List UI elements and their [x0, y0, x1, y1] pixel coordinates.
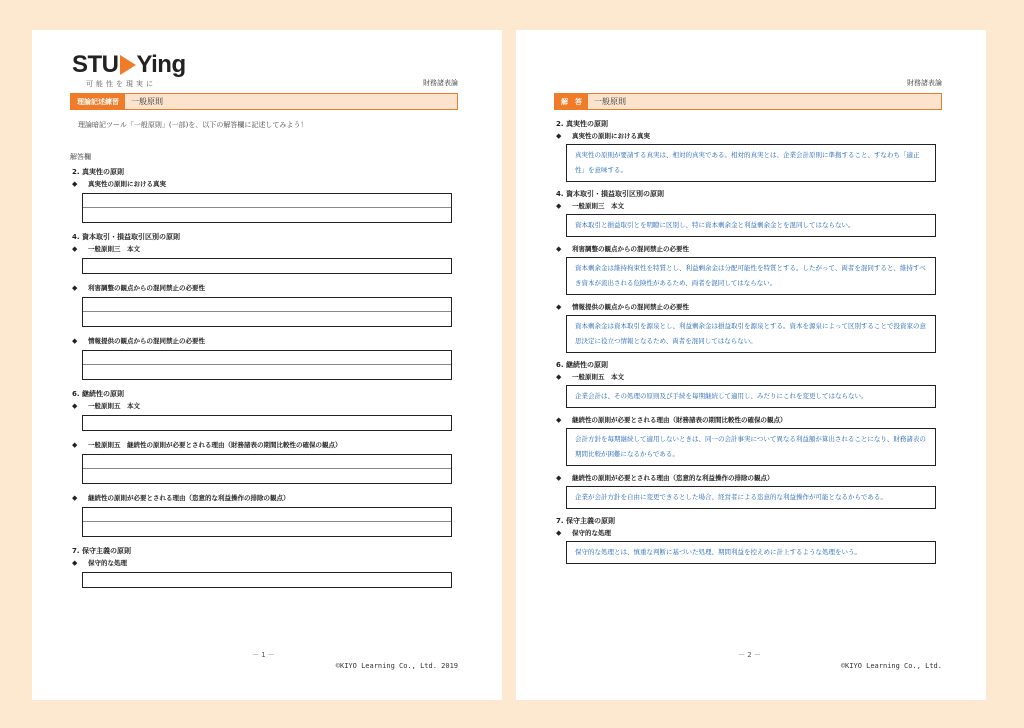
subject-label: 財務諸表論 [423, 79, 458, 87]
answer-box: 会計方針を毎期継続して適用しないときは、同一の会計事実について異なる利益額が算出されることになり、財務諸表の期間比較が困難になるからである。 [566, 428, 936, 466]
sub-heading: ◆ 利害調整の観点からの混同禁止の必要性 [72, 282, 452, 294]
page-title: 一般原則 [594, 97, 626, 106]
section-heading: 6. 継続性の原則 [556, 361, 608, 369]
answer-field[interactable] [82, 350, 452, 380]
answer-field[interactable] [82, 507, 452, 537]
page-title: 一般原則 [131, 97, 163, 106]
sub-heading: ◆ 保守的な処理 [72, 557, 452, 569]
section-heading: 4. 資本取引・損益取引区別の原則 [72, 233, 180, 241]
section-heading: 6. 継続性の原則 [72, 390, 124, 398]
answer-line[interactable] [83, 416, 451, 430]
answer-field[interactable] [82, 572, 452, 588]
section-heading: 7. 保守主義の原則 [556, 517, 615, 525]
answer-field[interactable] [82, 415, 452, 431]
worksheet-page-1 [32, 30, 502, 700]
answer-field[interactable] [82, 297, 452, 327]
sub-heading: ◆ 一般原則三 本文 [556, 200, 936, 212]
answer-line[interactable] [83, 469, 451, 483]
answer-line[interactable] [83, 508, 451, 522]
answer-box: 資本剰余金は維持拘束性を特質とし、利益剰余金は分配可能性を特質とする。したがって、両者を混同すると、維持すべき資本が流出される危険性があるため、両者を混同してはならない。 [566, 257, 936, 295]
section-heading: 4. 資本取引・損益取引区別の原則 [556, 190, 664, 198]
sub-heading: ◆ 一般原則五 本文 [556, 371, 936, 383]
answer-line[interactable] [83, 455, 451, 469]
answer-box: 真実性の原則が要請する真実は、相対的真実である。相対的真実とは、企業会計原則に準拠すること、すなわち「適正性」を意味する。 [566, 144, 936, 182]
logo-tagline: 可能性を現実に [86, 80, 156, 88]
sub-heading: ◆ 継続性の原則が必要とされる理由（恣意的な利益操作の排除の観点） [556, 472, 936, 484]
sub-heading: ◆ 一般原則五 継続性の原則が必要とされる理由（財務諸表の期間比較性の確保の観点） [72, 439, 452, 451]
answer-field[interactable] [82, 193, 452, 223]
answer-box: 企業が会計方針を自由に変更できるとした場合、経営者による恣意的な利益操作が可能となるからである。 [566, 486, 936, 509]
answer-line[interactable] [83, 573, 451, 587]
answer-line[interactable] [83, 208, 451, 222]
copyright: ©KIYO Learning Co., Ltd. 2019 [335, 662, 458, 670]
copyright: ©KIYO Learning Co., Ltd. [840, 662, 942, 670]
header-badge: 解 答 [555, 94, 588, 109]
answer-line[interactable] [83, 522, 451, 536]
answer-box: 資本剰余金は資本取引を源泉とし、利益剰余金は損益取引を源泉とする。資本を源泉によって区別することで投資家の意思決定に役立つ情報となるため、両者を混同してはならない。 [566, 315, 936, 353]
section-heading: 2. 真実性の原則 [556, 120, 608, 128]
sub-heading: ◆ 継続性の原則が必要とされる理由（財務諸表の期間比較性の確保の観点） [556, 414, 936, 426]
answer-heading: 解答欄 [70, 153, 91, 161]
sub-heading: ◆ 真実性の原則における真実 [556, 130, 936, 142]
sub-heading: ◆ 継続性の原則が必要とされる理由（恣意的な利益操作の排除の観点） [72, 492, 452, 504]
sub-heading: ◆ 一般原則三 本文 [72, 243, 452, 255]
answer-key [556, 118, 936, 570]
page-number: － 1 － [252, 651, 275, 659]
answer-box: 保守的な処理とは、慎重な判断に基づいた処理、期間利益を控えめに計上するような処理をいう。 [566, 541, 936, 564]
worksheet-page-2 [516, 30, 986, 700]
answer-line[interactable] [83, 194, 451, 208]
answer-line[interactable] [83, 365, 451, 379]
sub-heading: ◆ 保守的な処理 [556, 527, 936, 539]
logo-text-post: Ying [136, 51, 186, 78]
answer-line[interactable] [83, 298, 451, 312]
answer-sheet [72, 166, 452, 596]
sub-heading: ◆ 利害調整の観点からの混同禁止の必要性 [556, 243, 936, 255]
header-badge: 理論記述練習 [71, 94, 125, 109]
answer-field[interactable] [82, 454, 452, 484]
answer-box: 企業会計は、その処理の原則及び手続を毎期継続して適用し、みだりにこれを変更してはならない。 [566, 385, 936, 408]
section-heading: 7. 保守主義の原則 [72, 547, 131, 555]
sub-heading: ◆ 一般原則五 本文 [72, 400, 452, 412]
page-header-bar [554, 93, 942, 110]
answer-line[interactable] [83, 351, 451, 365]
subject-label: 財務諸表論 [907, 79, 942, 87]
answer-line[interactable] [83, 259, 451, 273]
page-number: － 2 － [738, 651, 761, 659]
sub-heading: ◆ 真実性の原則における真実 [72, 178, 452, 190]
section-heading: 2. 真実性の原則 [72, 168, 124, 176]
studying-logo [72, 52, 186, 89]
answer-field[interactable] [82, 258, 452, 274]
page-header-bar [70, 93, 458, 110]
answer-line[interactable] [83, 312, 451, 326]
play-triangle-icon [120, 55, 136, 75]
instruction-text: 理論暗記ツール「一般原則」(一部)を、以下の解答欄に記述してみよう！ [78, 121, 308, 129]
sub-heading: ◆ 情報提供の観点からの混同禁止の必要性 [72, 335, 452, 347]
answer-box: 資本取引と損益取引とを明瞭に区別し、特に資本剰余金と利益剰余金とを混同してはならない。 [566, 214, 936, 237]
sub-heading: ◆ 情報提供の観点からの混同禁止の必要性 [556, 301, 936, 313]
logo-text-pre: STU [72, 51, 119, 78]
